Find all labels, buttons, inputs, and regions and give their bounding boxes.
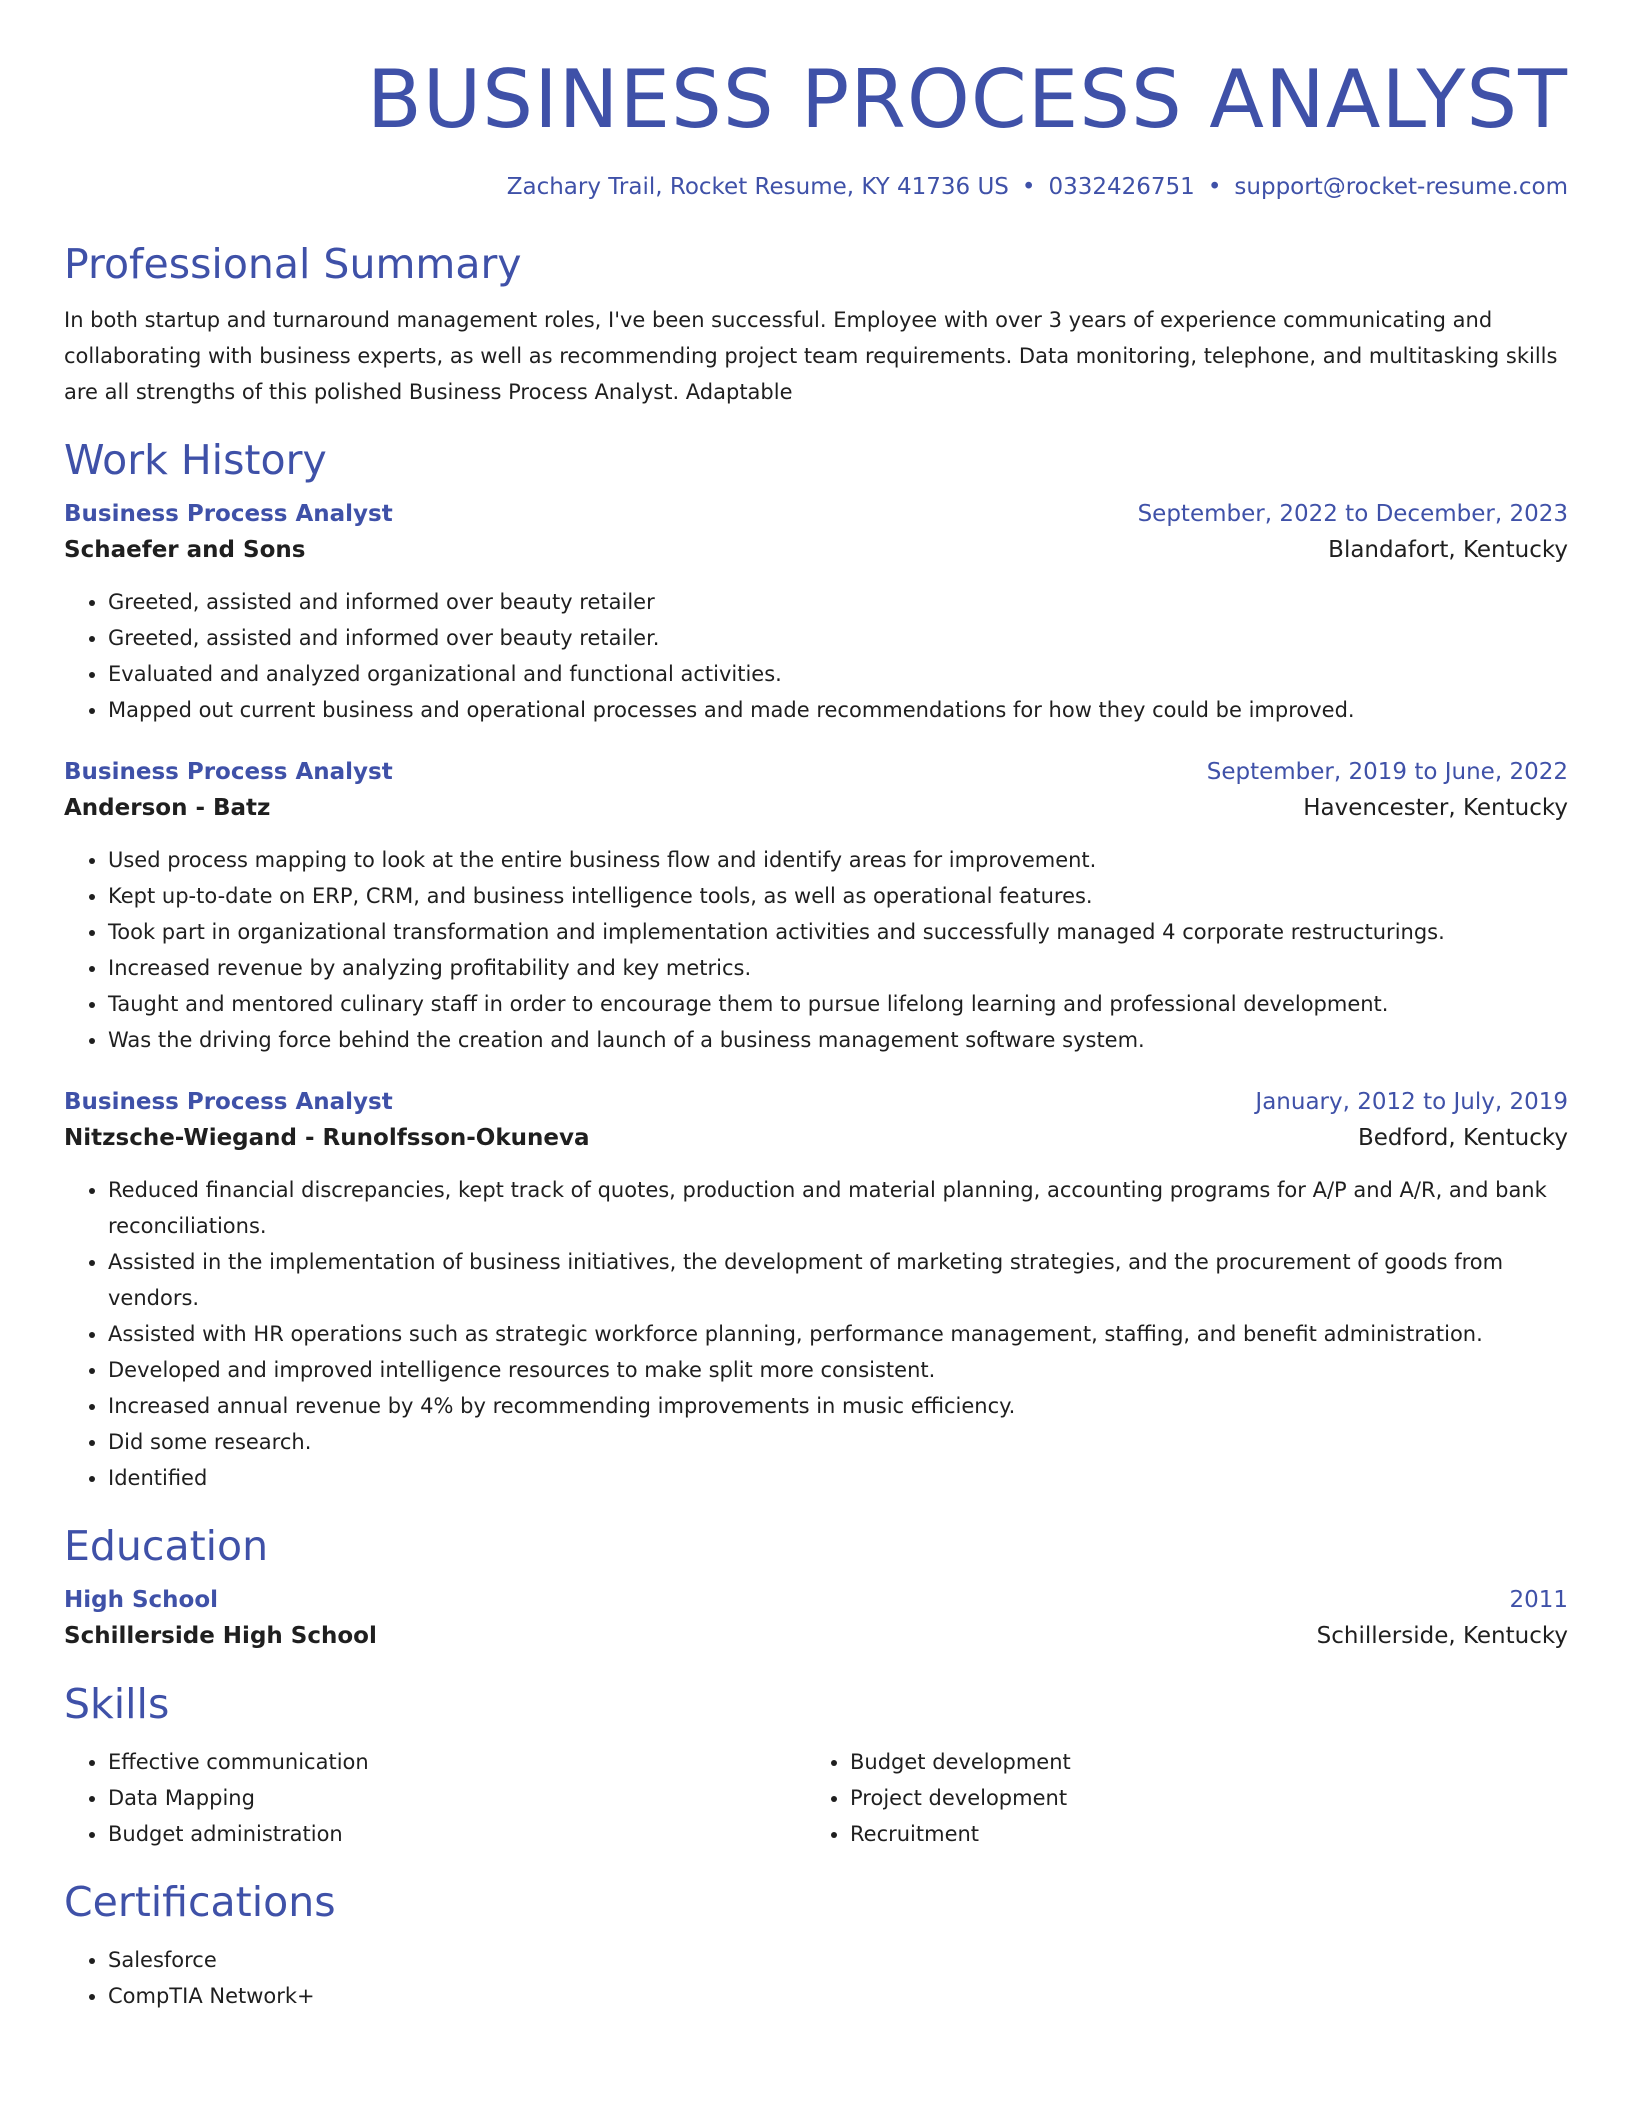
summary-section: [64, 238, 1568, 410]
certifications-heading: Certifications: [64, 1878, 336, 1926]
skill-item: • Effective communication: [108, 1744, 806, 1780]
job-employer: Schaefer and Sons: [64, 537, 306, 563]
skill-item: • Data Mapping: [108, 1780, 806, 1816]
skills-list-right: [806, 1744, 1548, 1852]
contact-line: [64, 170, 1568, 204]
job-bullet: • Developed and improved intelligence resources to make split more consistent.: [108, 1352, 1568, 1388]
contact-separator: •: [1021, 174, 1036, 200]
certifications-list: [64, 1942, 1568, 2014]
education-heading: Education: [64, 1522, 269, 1570]
contact-separator: •: [1207, 174, 1222, 200]
certifications-section: [64, 1876, 1568, 2014]
job-location: Bedford, Kentucky: [1358, 1125, 1568, 1151]
education-year: 2011: [1509, 1587, 1568, 1613]
job-entry: [64, 496, 1568, 728]
job-bullet: • Taught and mentored culinary staff in order to encourage them to pursue lifelong learning and professional development.: [108, 986, 1568, 1022]
job-bullet: • Mapped out current business and operational processes and made recommendations for how they could be improved.: [108, 692, 1568, 728]
job-bullet: • Assisted with HR operations such as strategic workforce planning, performance management, staffing, and benefit administration.: [108, 1316, 1568, 1352]
job-title: Business Process Analyst: [64, 1089, 393, 1115]
job-employer: Anderson - Batz: [64, 795, 271, 821]
job-location: Blandafort, Kentucky: [1328, 537, 1568, 563]
job-dates: September, 2022 to December, 2023: [1137, 501, 1568, 527]
skills-list-left: [64, 1744, 806, 1852]
job-title: Business Process Analyst: [64, 759, 393, 785]
work-history-heading: Work History: [64, 436, 327, 484]
education-degree: High School: [64, 1587, 219, 1613]
job-bullets: [64, 1172, 1568, 1496]
job-bullet: • Greeted, assisted and informed over beauty retailer: [108, 584, 1568, 620]
job-bullet: • Evaluated and analyzed organizational and functional activities.: [108, 656, 1568, 692]
education-school: Schillerside High School: [64, 1623, 377, 1649]
job-bullet: • Greeted, assisted and informed over beauty retailer.: [108, 620, 1568, 656]
job-bullet: • Kept up-to-date on ERP, CRM, and business intelligence tools, as well as operational features.: [108, 878, 1568, 914]
skill-item: • Recruitment: [850, 1816, 1548, 1852]
skill-item: • Project development: [850, 1780, 1548, 1816]
job-bullet: • Took part in organizational transformation and implementation activities and successfully managed 4 corporate restructurings.: [108, 914, 1568, 950]
job-entry: [64, 754, 1568, 1058]
job-bullet: • Identified: [108, 1460, 1568, 1496]
certification-item: • CompTIA Network+: [108, 1978, 1568, 2014]
job-title: Business Process Analyst: [64, 501, 393, 527]
resume-title: BUSINESS PROCESS ANALYST: [366, 53, 1568, 146]
summary-text: In both startup and turnaround management roles, I've been successful. Employee with over 3 years of experience communicating and collaborating with business experts, as well as recommending project team requirements. Data monitoring, telephone, and multitasking skills are all strengths of this polished Business Process Analyst. Adaptable: [64, 308, 1558, 404]
education-section: [64, 1520, 1568, 1654]
job-bullets: [64, 584, 1568, 728]
work-history-section: [64, 434, 1568, 1496]
contact-address: Zachary Trail, Rocket Resume, KY 41736 US: [506, 174, 1009, 200]
skill-item: • Budget development: [850, 1744, 1548, 1780]
job-bullet: • Used process mapping to look at the entire business flow and identify areas for improvement.: [108, 842, 1568, 878]
skills-grid: [64, 1744, 1568, 1852]
skills-heading: Skills: [64, 1680, 170, 1728]
job-bullet: • Was the driving force behind the creation and launch of a business management software system.: [108, 1022, 1568, 1058]
job-dates: September, 2019 to June, 2022: [1206, 759, 1568, 785]
job-bullet: • Increased annual revenue by 4% by recommending improvements in music efficiency.: [108, 1388, 1568, 1424]
job-dates: January, 2012 to July, 2019: [1255, 1089, 1568, 1115]
certification-item: • Salesforce: [108, 1942, 1568, 1978]
summary-heading: Professional Summary: [64, 240, 522, 288]
job-entry: [64, 1084, 1568, 1496]
job-location: Havencester, Kentucky: [1303, 795, 1568, 821]
job-bullets: [64, 842, 1568, 1058]
job-bullet: • Assisted in the implementation of business initiatives, the development of marketing strategies, and the procurement of goods from vendors.: [108, 1244, 1568, 1316]
education-location: Schillerside, Kentucky: [1316, 1623, 1568, 1649]
contact-email[interactable]: support@rocket-resume.com: [1234, 174, 1568, 200]
skill-item: • Budget administration: [108, 1816, 806, 1852]
job-bullet: • Increased revenue by analyzing profitability and key metrics.: [108, 950, 1568, 986]
job-bullet: • Reduced financial discrepancies, kept track of quotes, production and material planning, accounting programs for A/P and A/R, and bank reconciliations.: [108, 1172, 1568, 1244]
skills-section: [64, 1678, 1568, 1852]
job-employer: Nitzsche-Wiegand - Runolfsson-Okuneva: [64, 1125, 590, 1151]
contact-phone: 0332426751: [1048, 174, 1195, 200]
job-bullet: • Did some research.: [108, 1424, 1568, 1460]
